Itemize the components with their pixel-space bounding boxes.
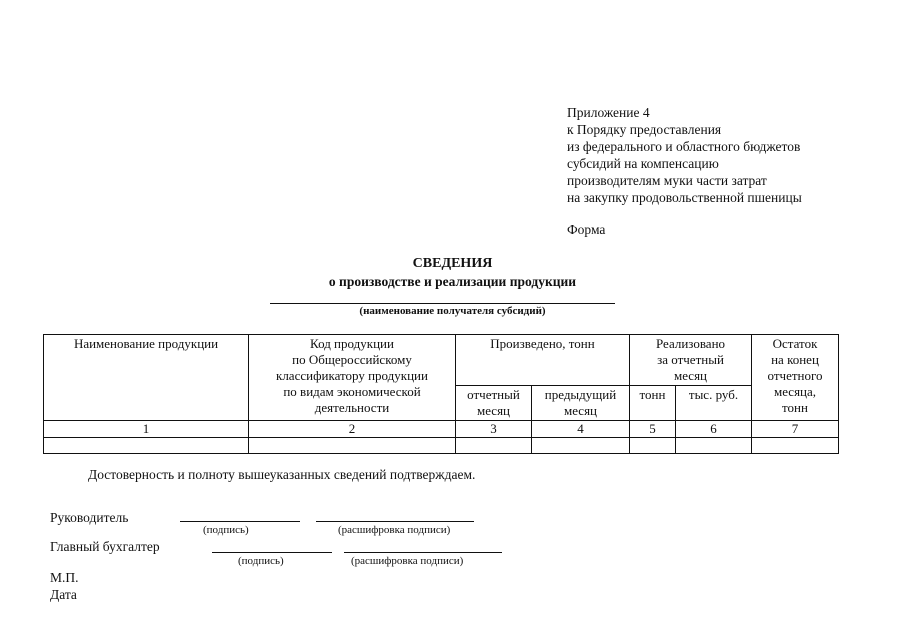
appendix-line: Приложение 4 (567, 105, 650, 120)
header-sold-rub: тыс. руб. (676, 386, 752, 421)
document-subtitle: о производстве и реализации продукции (328, 274, 577, 289)
accountant-decryption-line[interactable] (344, 552, 502, 553)
appendix-line: субсидий на компенсацию (567, 156, 719, 171)
accountant-signature-caption: (подпись) (238, 555, 284, 567)
form-label: Форма (567, 222, 606, 237)
appendix-line: на закупку продовольственной пшеницы (567, 190, 802, 205)
confirmation-text: Достоверность и полноту вышеуказанных сведений подтверждаем. (88, 467, 476, 482)
recipient-name-line[interactable] (270, 303, 615, 304)
column-number: 5 (630, 421, 676, 438)
recipient-caption: (наименование получателя субсидий) (359, 305, 546, 317)
column-number: 6 (676, 421, 752, 438)
column-number: 3 (456, 421, 532, 438)
table-cell[interactable] (752, 438, 839, 454)
header-sold: Реализовано за отчетный месяц (630, 335, 752, 386)
header-balance: Остаток на конец отчетного месяца, тонн (752, 335, 839, 421)
appendix-block (567, 104, 802, 206)
header-produced: Произведено, тонн (456, 335, 630, 386)
table-cell[interactable] (630, 438, 676, 454)
production-table (43, 334, 839, 454)
head-label: Руководитель (50, 510, 129, 525)
column-number: 7 (752, 421, 839, 438)
table-cell[interactable] (532, 438, 630, 454)
head-decryption-caption: (расшифровка подписи) (338, 524, 451, 536)
header-product-code: Код продукции по Общероссийскому классификатору продукции по видам экономической деятельности (249, 335, 456, 421)
header-sold-tons: тонн (630, 386, 676, 421)
column-numbers-row (44, 421, 839, 438)
column-number: 4 (532, 421, 630, 438)
table-cell[interactable] (249, 438, 456, 454)
appendix-line: к Порядку предоставления (567, 122, 722, 137)
accountant-label: Главный бухгалтер (50, 539, 160, 554)
appendix-line: из федерального и областного бюджетов (567, 139, 801, 154)
table-cell[interactable] (456, 438, 532, 454)
table-cell[interactable] (676, 438, 752, 454)
accountant-decryption-caption: (расшифровка подписи) (351, 555, 464, 567)
document-title: СВЕДЕНИЯ (412, 256, 493, 271)
header-produced-previous: предыдущий месяц (532, 386, 630, 421)
seal-label: М.П. (50, 570, 79, 585)
date-label: Дата (50, 587, 77, 602)
head-signature-line[interactable] (180, 521, 300, 522)
header-produced-current: отчетный месяц (456, 386, 532, 421)
table-row (44, 438, 839, 454)
table-cell[interactable] (44, 438, 249, 454)
appendix-line: производителям муки части затрат (567, 173, 767, 188)
column-number: 1 (44, 421, 249, 438)
head-signature-caption: (подпись) (203, 524, 249, 536)
column-number: 2 (249, 421, 456, 438)
header-product-name: Наименование продукции (44, 335, 249, 421)
head-decryption-line[interactable] (316, 521, 474, 522)
accountant-signature-line[interactable] (212, 552, 332, 553)
